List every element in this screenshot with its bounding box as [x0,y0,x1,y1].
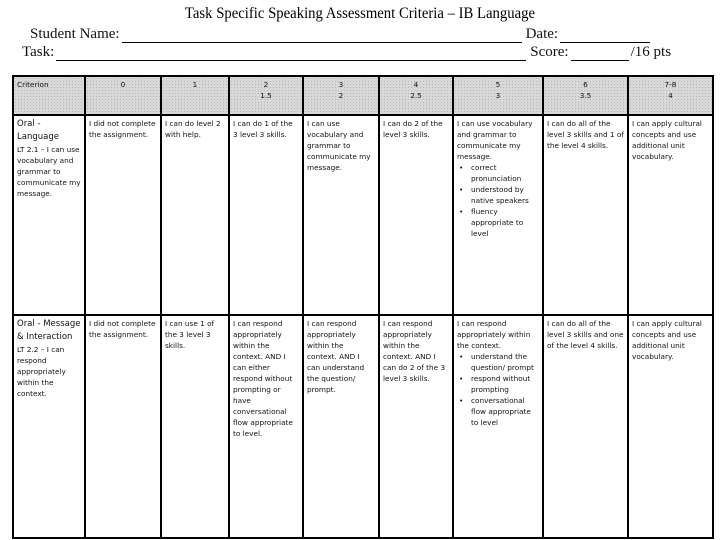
bullet-item: • conversational flow appropriate to level [471,395,539,428]
criterion-name: Oral - Language [17,119,59,142]
descriptor-text: I can do all of the level 3 skills and 1 of the level 4 skills. [547,119,624,150]
level-points: 1.5 [260,91,272,100]
descriptor-cell [229,115,303,315]
descriptor-cell [379,315,453,538]
level-score: 1 [192,80,198,89]
student-name-field[interactable] [122,28,522,43]
score-suffix: /16 pts [630,44,672,60]
header-level [628,76,713,115]
level-score: 5 [495,80,501,89]
descriptor-cell [628,115,713,315]
descriptor-text: I can apply cultural concepts and use additional unit vocabulary. [632,119,702,161]
descriptor-text: I can use vocabulary and grammar to communicate my message. [457,119,533,161]
descriptor-cell [229,315,303,538]
descriptor-cell [379,115,453,315]
header-level [85,76,161,115]
descriptor-cell [453,315,543,538]
header-row [13,76,713,115]
task-line [22,44,671,61]
level-points: 3.5 [579,91,592,100]
page-title: Task Specific Speaking Assessment Criteria – IB Language [184,5,536,22]
level-score: 2 [263,80,269,89]
descriptor-cell [543,115,628,315]
descriptor-text: I can respond appropriately within the context. AND I can do 2 of the 3 level 3 skills. [383,319,446,383]
header-level [453,76,543,115]
rubric-table [12,75,714,539]
descriptor-cell [453,115,543,315]
level-score: 6 [583,80,588,89]
score-label: Score: [530,44,569,60]
bullet-item: • fluency appropriate to level [471,206,539,239]
date-label: Date: [525,26,559,42]
descriptor-text: I can do 2 of the level 3 skills. [383,119,443,139]
descriptor-text: I can respond appropriately within the context. AND I can understand the question/ prompt. [307,319,365,394]
descriptor-text: I did not complete the assignment. [89,319,156,339]
descriptor-cell [85,315,161,538]
criterion-cell [13,115,85,315]
date-field[interactable] [560,28,650,43]
bullet-list [457,162,539,239]
student-name-label: Student Name: [30,26,120,42]
descriptor-cell [161,315,229,538]
student-name-line [30,26,652,43]
descriptor-cell [85,115,161,315]
descriptor-text: I did not complete the assignment. [89,119,156,139]
level-points: 3 [495,91,501,100]
header-level [543,76,628,115]
descriptor-text: I can respond appropriately within the context. [457,319,531,350]
learning-target: LT 2.2 – I can respond appropriately within the context. [17,345,66,398]
learning-target: LT 2.1 – I can use vocabulary and grammar to communicate my message. [17,145,81,198]
descriptor-cell [161,115,229,315]
header-level [303,76,379,115]
bullet-item: • respond without prompting [471,373,539,395]
level-score: 4 [413,80,419,89]
bullet-item: • understood by native speakers [471,184,539,206]
criterion-cell [13,315,85,538]
criterion-name: Oral - Message & Interaction [17,319,81,342]
bullet-list [457,351,539,428]
level-score: 0 [120,80,126,89]
header-level [229,76,303,115]
level-points: 4 [668,91,673,100]
score-field[interactable] [571,46,629,61]
table-row [13,315,713,538]
descriptor-cell [628,315,713,538]
descriptor-text: I can do level 2 with help. [165,119,221,139]
header-criterion: Criterion [13,76,85,115]
level-score: 3 [338,80,344,89]
bullet-item: • correct pronunciation [471,162,539,184]
level-points: 2.5 [410,91,422,100]
descriptor-text: I can use 1 of the 3 level 3 skills. [165,319,215,350]
task-label: Task: [22,44,55,60]
descriptor-text: I can use vocabulary and grammar to communicate my message. [307,119,371,172]
descriptor-text: I can do 1 of the 3 level 3 skills. [233,119,293,139]
header-level [379,76,453,115]
descriptor-text: I can apply cultural concepts and use additional unit vocabulary. [632,319,702,361]
descriptor-cell [303,115,379,315]
level-points: 2 [338,91,344,100]
descriptor-cell [303,315,379,538]
level-score: 7-8 [664,80,677,89]
table-row [13,115,713,315]
bullet-item: • understand the question/ prompt [471,351,539,373]
descriptor-cell [543,315,628,538]
header-level [161,76,229,115]
task-field[interactable] [56,46,526,61]
descriptor-text: I can do all of the level 3 skills and one of the level 4 skills. [547,319,624,350]
descriptor-text: I can respond appropriately within the context. AND I can either respond without prompting or have conversational flow appropriate to level. [233,319,293,438]
